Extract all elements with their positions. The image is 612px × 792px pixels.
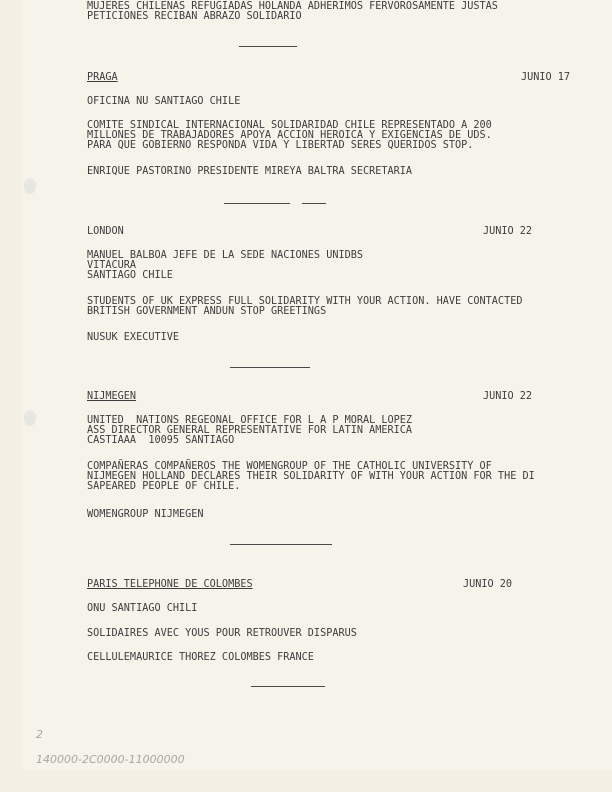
telegram-recipient: UNITED NATIONS REGEONAL OFFICE FOR L A P MORAL LOPEZ: [87, 415, 413, 426]
telegram-place: NIJMEGEN: [87, 391, 137, 402]
telegram-body: SOLIDAIRES AVEC YOUS POUR RETROUVER DISPARUS: [87, 628, 357, 639]
telegram-recipient: MANUEL BALBOA JEFE DE LA SEDE NACIONES UNIDBS: [87, 250, 364, 261]
telegram-date: JUNIO 22: [483, 391, 533, 402]
telegram-body: BRITISH GOVERNMENT ANDUN STOP GREETINGS: [87, 306, 327, 317]
telegram-place: PRAGA: [87, 72, 118, 83]
telegram-body: PARA QUE GOBIERNO RESPONDA VIDA Y LIBERTAD SERES QUERIDOS STOP.: [87, 140, 474, 151]
telegram-body: COMITE SINDICAL INTERNACIONAL SOLIDARIDAD CHILE REPRESENTADO A 200: [87, 120, 492, 131]
separator-rule: [230, 367, 310, 368]
telegram-body: MILLONES DE TRABAJADORES APOYA ACCION HEROICA Y EXIGENCIAS DE UDS.: [87, 130, 492, 141]
telegram-signature: WOMENGROUP NIJMEGEN: [87, 509, 204, 520]
telegram-recipient: VITACURA: [87, 260, 137, 271]
telegram-signature: ENRIQUE PASTORINO PRESIDENTE MIREYA BALTRA SECRETARIA: [87, 166, 413, 177]
telegram-place: LONDON: [87, 226, 124, 237]
separator-rule: [251, 686, 325, 687]
telegram-recipient: OFICINA NU SANTIAGO CHILE: [87, 96, 241, 107]
telegram-date: JUNIO 22: [483, 226, 533, 237]
telegram-body: NIJMEGEN HOLLAND DECLARES THEIR SOLIDARITY OF WITH YOUR ACTION FOR THE DI: [87, 471, 535, 482]
telegram-date: JUNIO 20: [463, 579, 513, 590]
separator-rule: [239, 46, 297, 47]
telegram-recipient: ONU SANTIAGO CHILI: [87, 603, 198, 614]
header-line: PETICIONES RECIBAN ABRAZO SOLIDARIO: [87, 11, 302, 22]
telegram-signature: NUSUK EXECUTIVE: [87, 332, 180, 343]
separator-rule: [302, 203, 326, 204]
separator-rule: [230, 544, 332, 545]
punch-hole: [24, 178, 36, 194]
telegram-recipient: ASS DIRECTOR GENERAL REPRESENTATIVE FOR LATIN AMERICA: [87, 425, 413, 436]
telegram-body: STUDENTS OF UK EXPRESS FULL SOLIDARITY WITH YOUR ACTION. HAVE CONTACTED: [87, 296, 523, 307]
punch-hole: [24, 410, 36, 426]
header-line: MUJERES CHILENAS REFUGIADAS HOLANDA ADHERIMOS FERVOROSAMENTE JUSTAS: [87, 1, 498, 12]
telegram-body: COMPAÑERAS COMPAÑEROS THE WOMENGROUP OF THE CATHOLIC UNIVERSITY OF: [87, 461, 492, 472]
pencil-archive-number: 140000-2C0000-11000000: [36, 753, 185, 766]
pencil-mark: 2: [36, 728, 43, 741]
telegram-recipient: SANTIAGO CHILE: [87, 270, 173, 281]
telegram-body: SAPEARED PEOPLE OF CHILE.: [87, 481, 241, 492]
telegram-signature: CELLULEMAURICE THOREZ COLOMBES FRANCE: [87, 652, 314, 663]
separator-rule: [224, 203, 290, 204]
telegram-date: JUNIO 17: [521, 72, 571, 83]
telegram-recipient: CASTIAAA 10095 SANTIAGO: [87, 435, 235, 446]
telegram-place: PARIS TELEPHONE DE COLOMBES: [87, 579, 253, 590]
